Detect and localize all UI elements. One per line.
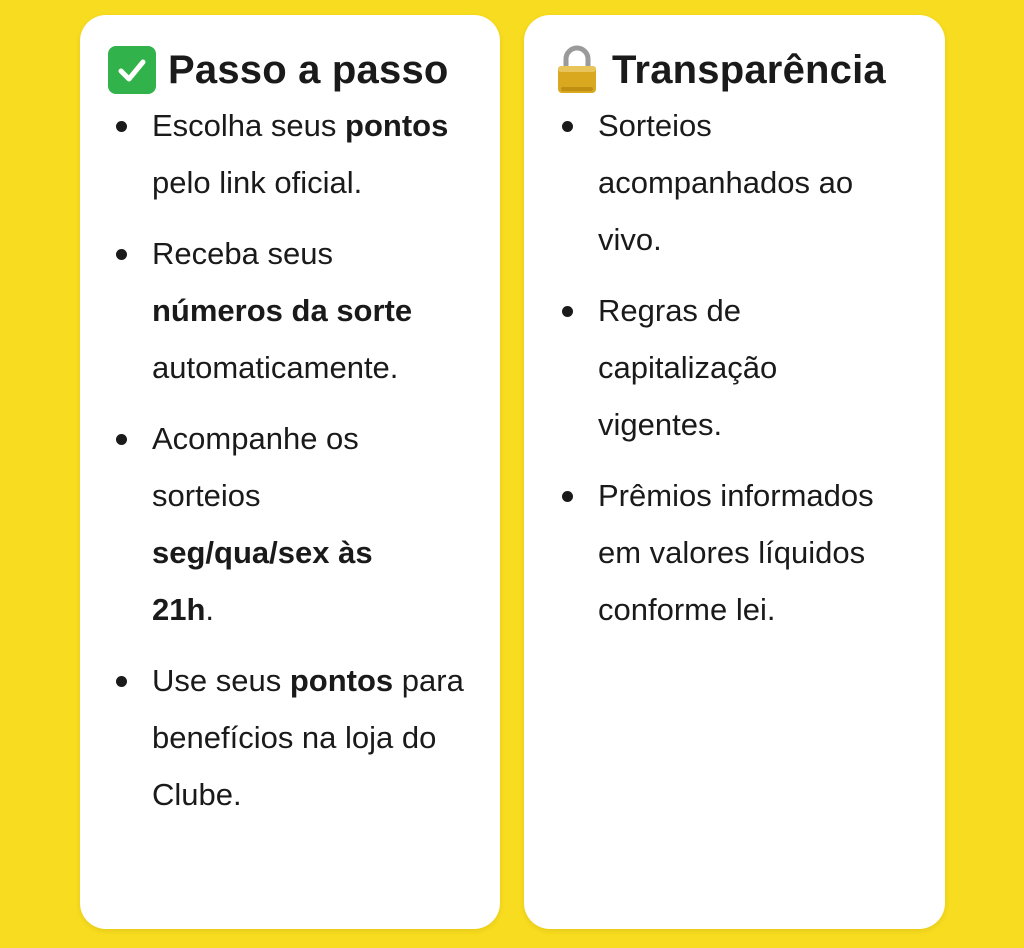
step-by-step-header	[108, 45, 474, 95]
bullet	[116, 249, 127, 260]
list-item: Use seus pontos para benefícios na loja do Clube.	[108, 652, 472, 823]
check-icon	[108, 46, 156, 94]
list-item: Escolha seus pontos pelo link oficial.	[108, 97, 452, 211]
step-by-step-list	[108, 97, 474, 823]
transparency-list	[554, 97, 919, 638]
list-item: Regras de capitalização vigentes.	[554, 282, 898, 453]
list-item: Receba seus números da sorte automaticamente.	[108, 225, 472, 396]
transparency-card	[524, 15, 945, 929]
bullet	[562, 306, 573, 317]
transparency-header	[554, 45, 919, 95]
bullet	[116, 121, 127, 132]
bullet	[562, 121, 573, 132]
list-item: Sorteios acompanhados ao vivo.	[554, 97, 898, 268]
lock-icon	[554, 45, 600, 95]
transparency-title: Transparência	[612, 47, 886, 92]
list-item: Prêmios informados em valores líquidos conforme lei.	[554, 467, 918, 638]
list-item: Acompanhe os sorteios seg/qua/sex às 21h.	[108, 410, 442, 638]
bullet	[116, 434, 127, 445]
bullet	[562, 491, 573, 502]
step-by-step-title: Passo a passo	[168, 47, 449, 92]
bullet	[116, 676, 127, 687]
step-by-step-card	[80, 15, 500, 929]
